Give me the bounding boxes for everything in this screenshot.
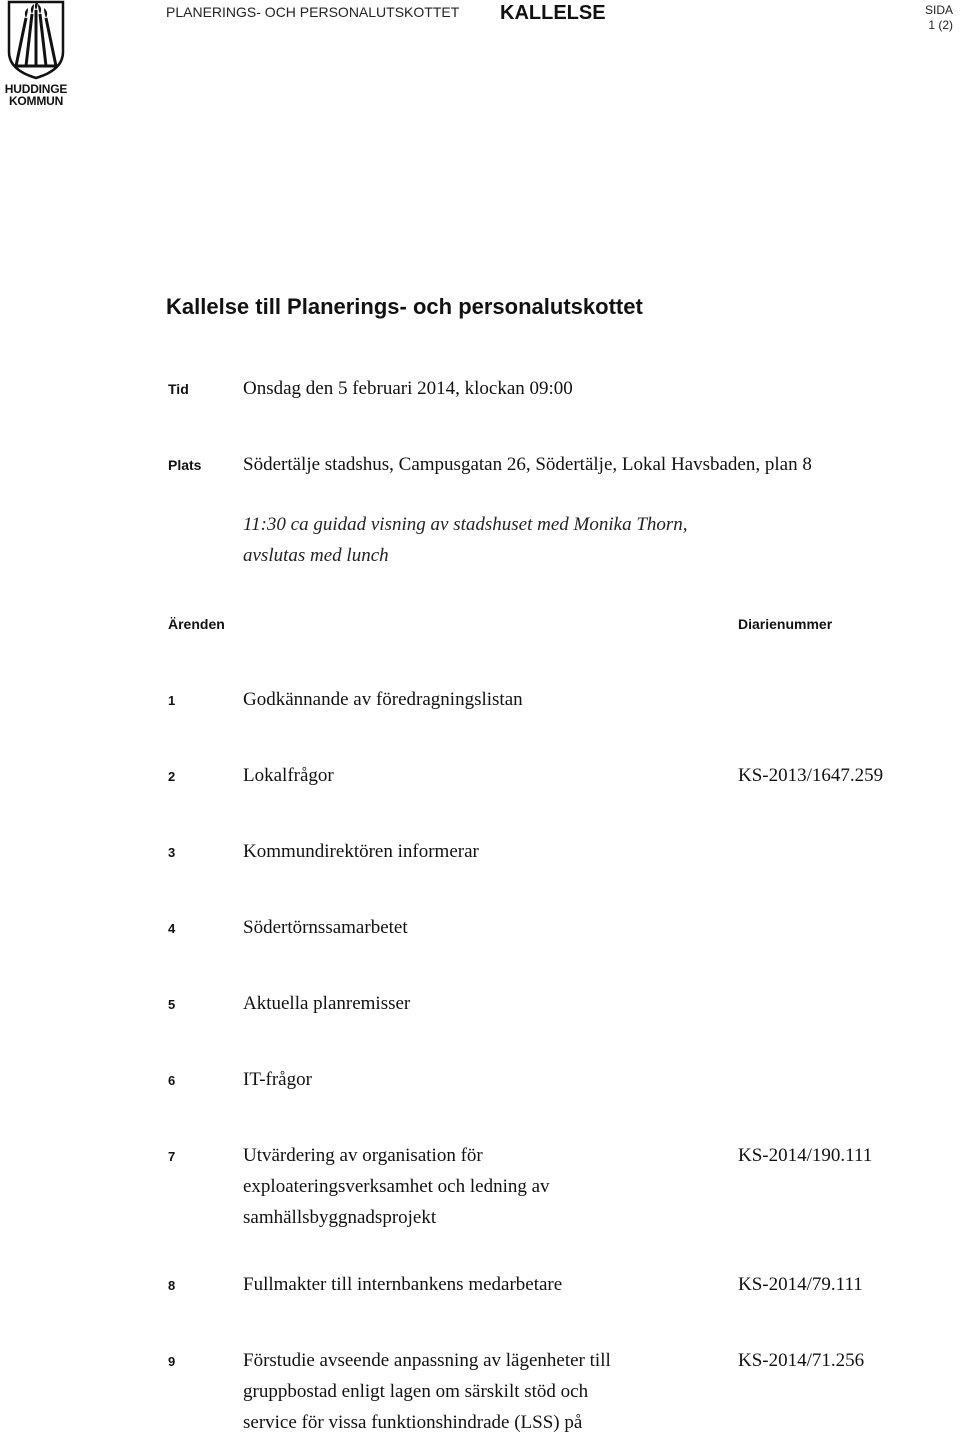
item-title-line: gruppbostad enligt lagen om särskilt stöd och	[243, 1381, 589, 1402]
item-number: 7	[168, 1149, 176, 1164]
page-label: SIDA	[924, 3, 953, 17]
item-number: 1	[168, 693, 176, 708]
page-number: 1 (2)	[928, 18, 953, 32]
item-number: 9	[168, 1354, 176, 1369]
item-title: Fullmakter till internbankens medarbetare	[243, 1274, 563, 1295]
time-value: Onsdag den 5 februari 2014, klockan 09:00	[243, 378, 573, 399]
visit-note-line: avslutas med lunch	[243, 545, 389, 566]
document-type: KALLELSE	[500, 2, 606, 24]
place-value: Södertälje stadshus, Campusgatan 26, Södertälje, Lokal Havsbaden, plan 8	[243, 454, 812, 475]
item-title-line: service för vissa funktionshindrade (LSS) på	[243, 1412, 583, 1433]
item-number: 3	[168, 845, 176, 860]
item-number: 2	[168, 769, 176, 784]
item-diary-number: KS-2014/79.111	[738, 1274, 863, 1295]
coat-of-arms-icon	[6, 0, 66, 80]
municipality-logo	[2, 0, 70, 106]
diary-number-header: Diarienummer	[738, 616, 833, 632]
item-title	[243, 1345, 713, 1438]
item-diary-number: KS-2014/190.111	[738, 1145, 873, 1166]
place-label: Plats	[168, 457, 202, 473]
visit-note	[243, 509, 688, 571]
item-title: IT-frågor	[243, 1069, 312, 1090]
item-title: Godkännande av föredragningslistan	[243, 689, 523, 710]
item-number: 6	[168, 1073, 176, 1088]
item-title: Lokalfrågor	[243, 765, 334, 786]
item-title: Södertörnssamarbetet	[243, 917, 408, 938]
time-label: Tid	[168, 381, 189, 397]
item-title	[243, 1140, 713, 1233]
visit-note-line: 11:30 ca guidad visning av stadshuset med Monika Thorn,	[243, 514, 688, 535]
item-title: Aktuella planremisser	[243, 993, 411, 1014]
item-number: 8	[168, 1278, 176, 1293]
items-header: Ärenden	[168, 616, 225, 632]
item-number: 4	[168, 921, 176, 936]
item-diary-number: KS-2014/71.256	[738, 1350, 865, 1371]
logo-text-line2: KOMMUN	[8, 94, 64, 108]
item-number: 5	[168, 997, 176, 1012]
item-title-line: samhällsbyggnadsprojekt	[243, 1207, 437, 1228]
item-title-line: Förstudie avseende anpassning av lägenheter till	[243, 1350, 611, 1371]
page-indicator	[925, 3, 953, 33]
page-title: Kallelse till Planerings- och personalutskottet	[166, 294, 643, 319]
logo-text-line1: HUDDINGE	[4, 82, 68, 96]
item-title: Kommundirektören informerar	[243, 841, 479, 862]
item-title-line: exploateringsverksamhet och ledning av	[243, 1176, 550, 1197]
item-title-line: Utvärdering av organisation för	[243, 1145, 483, 1166]
committee-name: PLANERINGS- OCH PERSONALUTSKOTTET	[166, 4, 460, 20]
item-diary-number: KS-2013/1647.259	[738, 765, 884, 786]
